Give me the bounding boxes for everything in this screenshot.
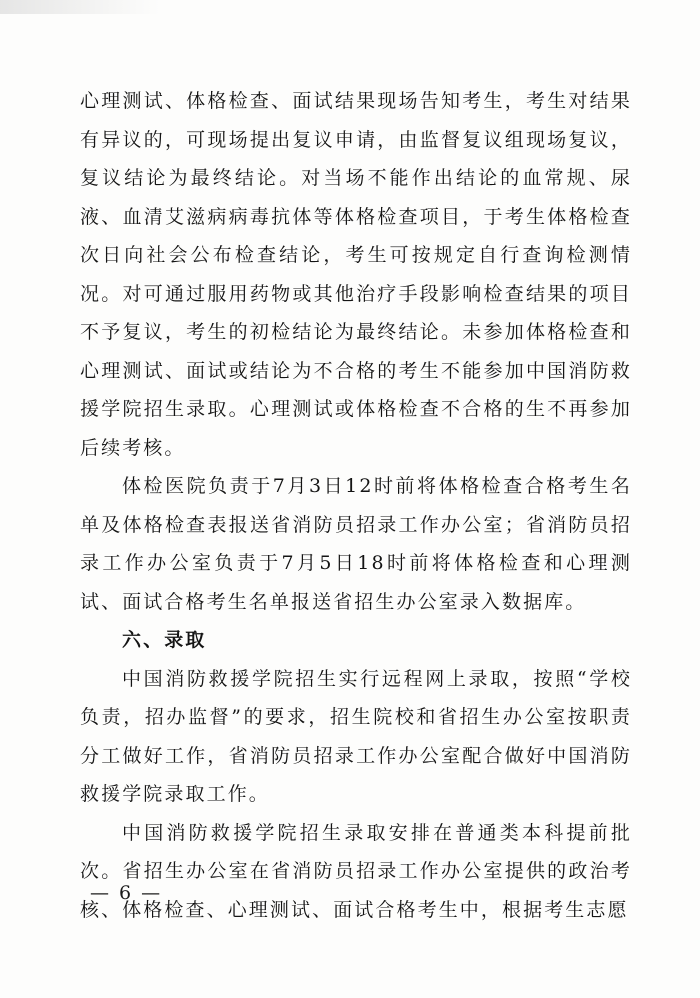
page-number: — 6 — (90, 882, 163, 904)
section-heading-admission: 六、录取 (122, 629, 207, 651)
paragraph-admission-batch: 中国消防救援学院招生录取安排在普通类本科提前批次。省招生办公室在省消防员招录工作办公室提供的政治考核、体格检查、心理测试、面试合格考生中，根据考生志愿 (80, 821, 632, 921)
scan-artifact (0, 0, 160, 14)
paragraph-online-admission: 中国消防救援学院招生实行远程网上录取，按照“学校负责，招办监督”的要求，招生院校和省招生办公室按职责分工做好工作，省消防员招录工作办公室配合做好中国消防救援学院录取工作。 (80, 667, 632, 805)
paragraph-review-results: 心理测试、体格检查、面试结果现场告知考生，考生对结果有异议的，可现场提出复议申请，由监督复议组现场复议，复议结论为最终结论。对当场不能作出结论的血常规、尿液、血清艾滋病病毒抗体等体格检查项目，于考生体格检查次日向社会公布检查结论，考生可按规定自行查询检测情况。对可通过服用药物或其他治疗手段影响检查结果的项目不予复议，考生的初检结论为最终结论。未参加体格检查和心理测试、面试或结论为不合格的考生不能参加中国消防救援学院招生录取。心理测试或体格检查不合格的生不再参加后续考核。 (80, 90, 632, 459)
paragraph-hospital-deadline: 体检医院负责于7月3日12时前将体格检查合格考生名单及体格检查表报送省消防员招录工作办公室；省消防员招录工作办公室负责于7月5日18时前将体格检查和心理测试、面试合格考生名单报送省招生办公室录入数据库。 (80, 475, 632, 613)
page-body (80, 82, 632, 929)
